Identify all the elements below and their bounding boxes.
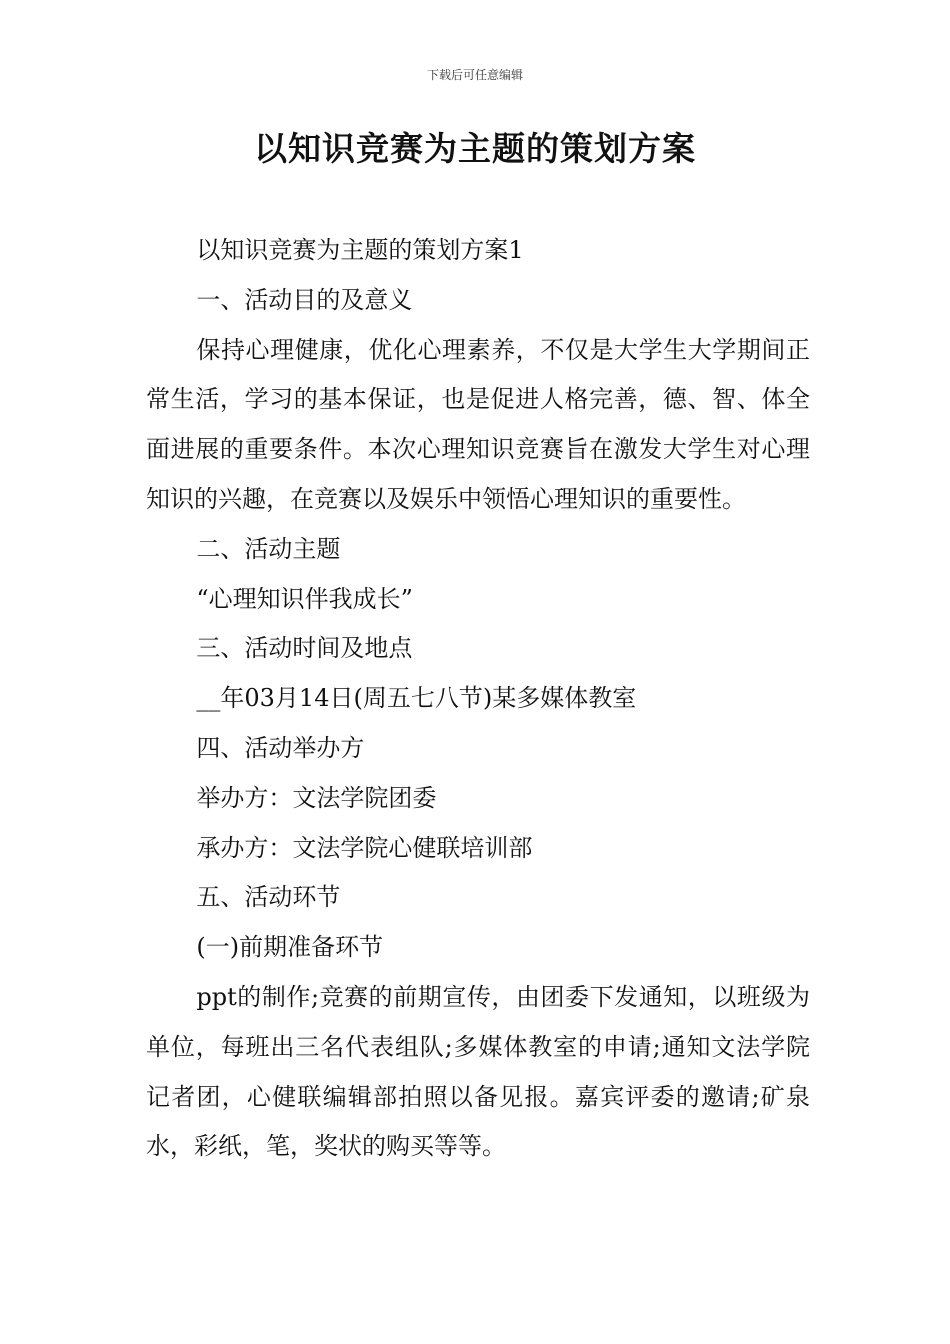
section-heading-time-place: 三、活动时间及地点 (196, 634, 413, 663)
body-paragraph-host: 举办方：文法学院团委 (196, 783, 437, 812)
section-heading-stages: 五、活动环节 (196, 883, 341, 912)
page-header-note: 下载后可任意编辑 (426, 68, 523, 82)
subtitle-paragraph: 以知识竞赛为主题的策划方案1 (196, 236, 524, 264)
body-paragraph-preparation: ppt的制作;竞赛的前期宣传，由团委下发通知，以班级为单位，每班出三名代表组队;多媒体教室的申请;通知文法学院记者团，心健联编辑部拍照以备见报。嘉宾评委的邀请;矿泉水，彩纸，笔，奖状的购买等等。 (146, 982, 810, 1161)
section-heading-purpose: 一、活动目的及意义 (196, 285, 413, 314)
body-paragraph-theme: “心理知识伴我成长” (196, 584, 413, 613)
body-paragraph-purpose: 保持心理健康，优化心理素养，不仅是大学生大学期间正常生活，学习的基本保证，也是促进人格完善，德、智、体全面进展的重要条件。本次心理知识竞赛旨在激发大学生对心理知识的兴趣，在竞赛以及娱乐中领悟心理知识的重要性。 (146, 335, 810, 513)
body-paragraph-undertaker: 承办方：文法学院心健联培训部 (196, 833, 533, 862)
subsection-heading-preparation: (一)前期准备环节 (196, 933, 384, 962)
document-body (146, 226, 810, 1172)
document-title: 以知识竞赛为主题的策划方案 (254, 129, 696, 168)
section-heading-theme: 二、活动主题 (196, 534, 341, 563)
body-paragraph-time-place: __年03月14日(周五七八节)某多媒体教室 (196, 684, 637, 713)
section-heading-organizer: 四、活动举办方 (196, 733, 365, 762)
